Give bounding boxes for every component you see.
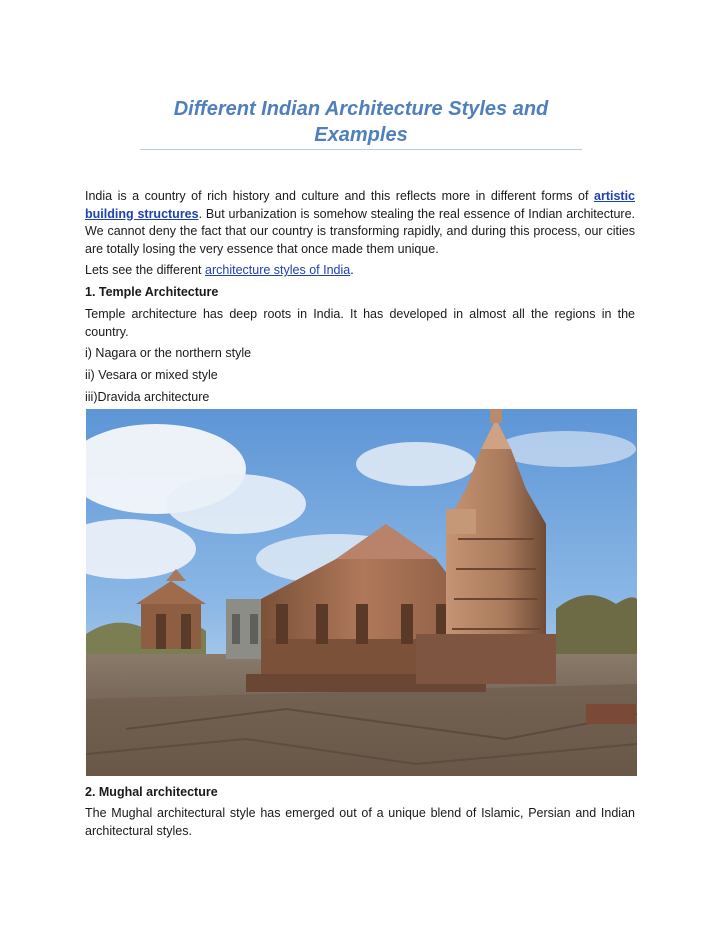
list-item-dravida: iii)Dravida architecture bbox=[85, 390, 210, 404]
title-line-1: Different Indian Architecture Styles and bbox=[173, 98, 549, 120]
lets-see-text: Lets see the different bbox=[85, 263, 205, 277]
temple-paragraph: Temple architecture has deep roots in India. It has developed in almost all the regions in the country. bbox=[85, 307, 635, 339]
list-item-nagara: i) Nagara or the northern style bbox=[85, 346, 252, 360]
intro-text-after: . But urbanization is somehow stealing the real essence of Indian architecture. We cannot deny the fact that our country is transforming rapidly, and during this process, our cities are totally losing the very essence that once made them unique. bbox=[85, 206, 635, 256]
section-heading-temple: 1. Temple Architecture bbox=[85, 285, 219, 299]
mughal-paragraph: The Mughal architectural style has emerged out of a unique blend of Islamic, Persian and Indian architectural styles. bbox=[85, 806, 635, 838]
page-title bbox=[140, 96, 582, 148]
architecture-styles-link[interactable]: architecture styles of India bbox=[205, 263, 351, 277]
temple-photo bbox=[86, 409, 637, 776]
intro-paragraph bbox=[85, 188, 635, 258]
artistic-building-structures-link[interactable]: artistic building structures bbox=[85, 189, 635, 221]
title-line-2: Examples bbox=[314, 124, 408, 146]
title-divider bbox=[140, 149, 582, 150]
list-item-vesara: ii) Vesara or mixed style bbox=[85, 368, 218, 382]
lets-see-paragraph bbox=[85, 262, 635, 280]
section-heading-mughal: 2. Mughal architecture bbox=[85, 785, 218, 799]
lets-see-end: . bbox=[350, 263, 354, 277]
intro-text-before: India is a country of rich history and culture and this reflects more in different forms of bbox=[85, 189, 594, 203]
